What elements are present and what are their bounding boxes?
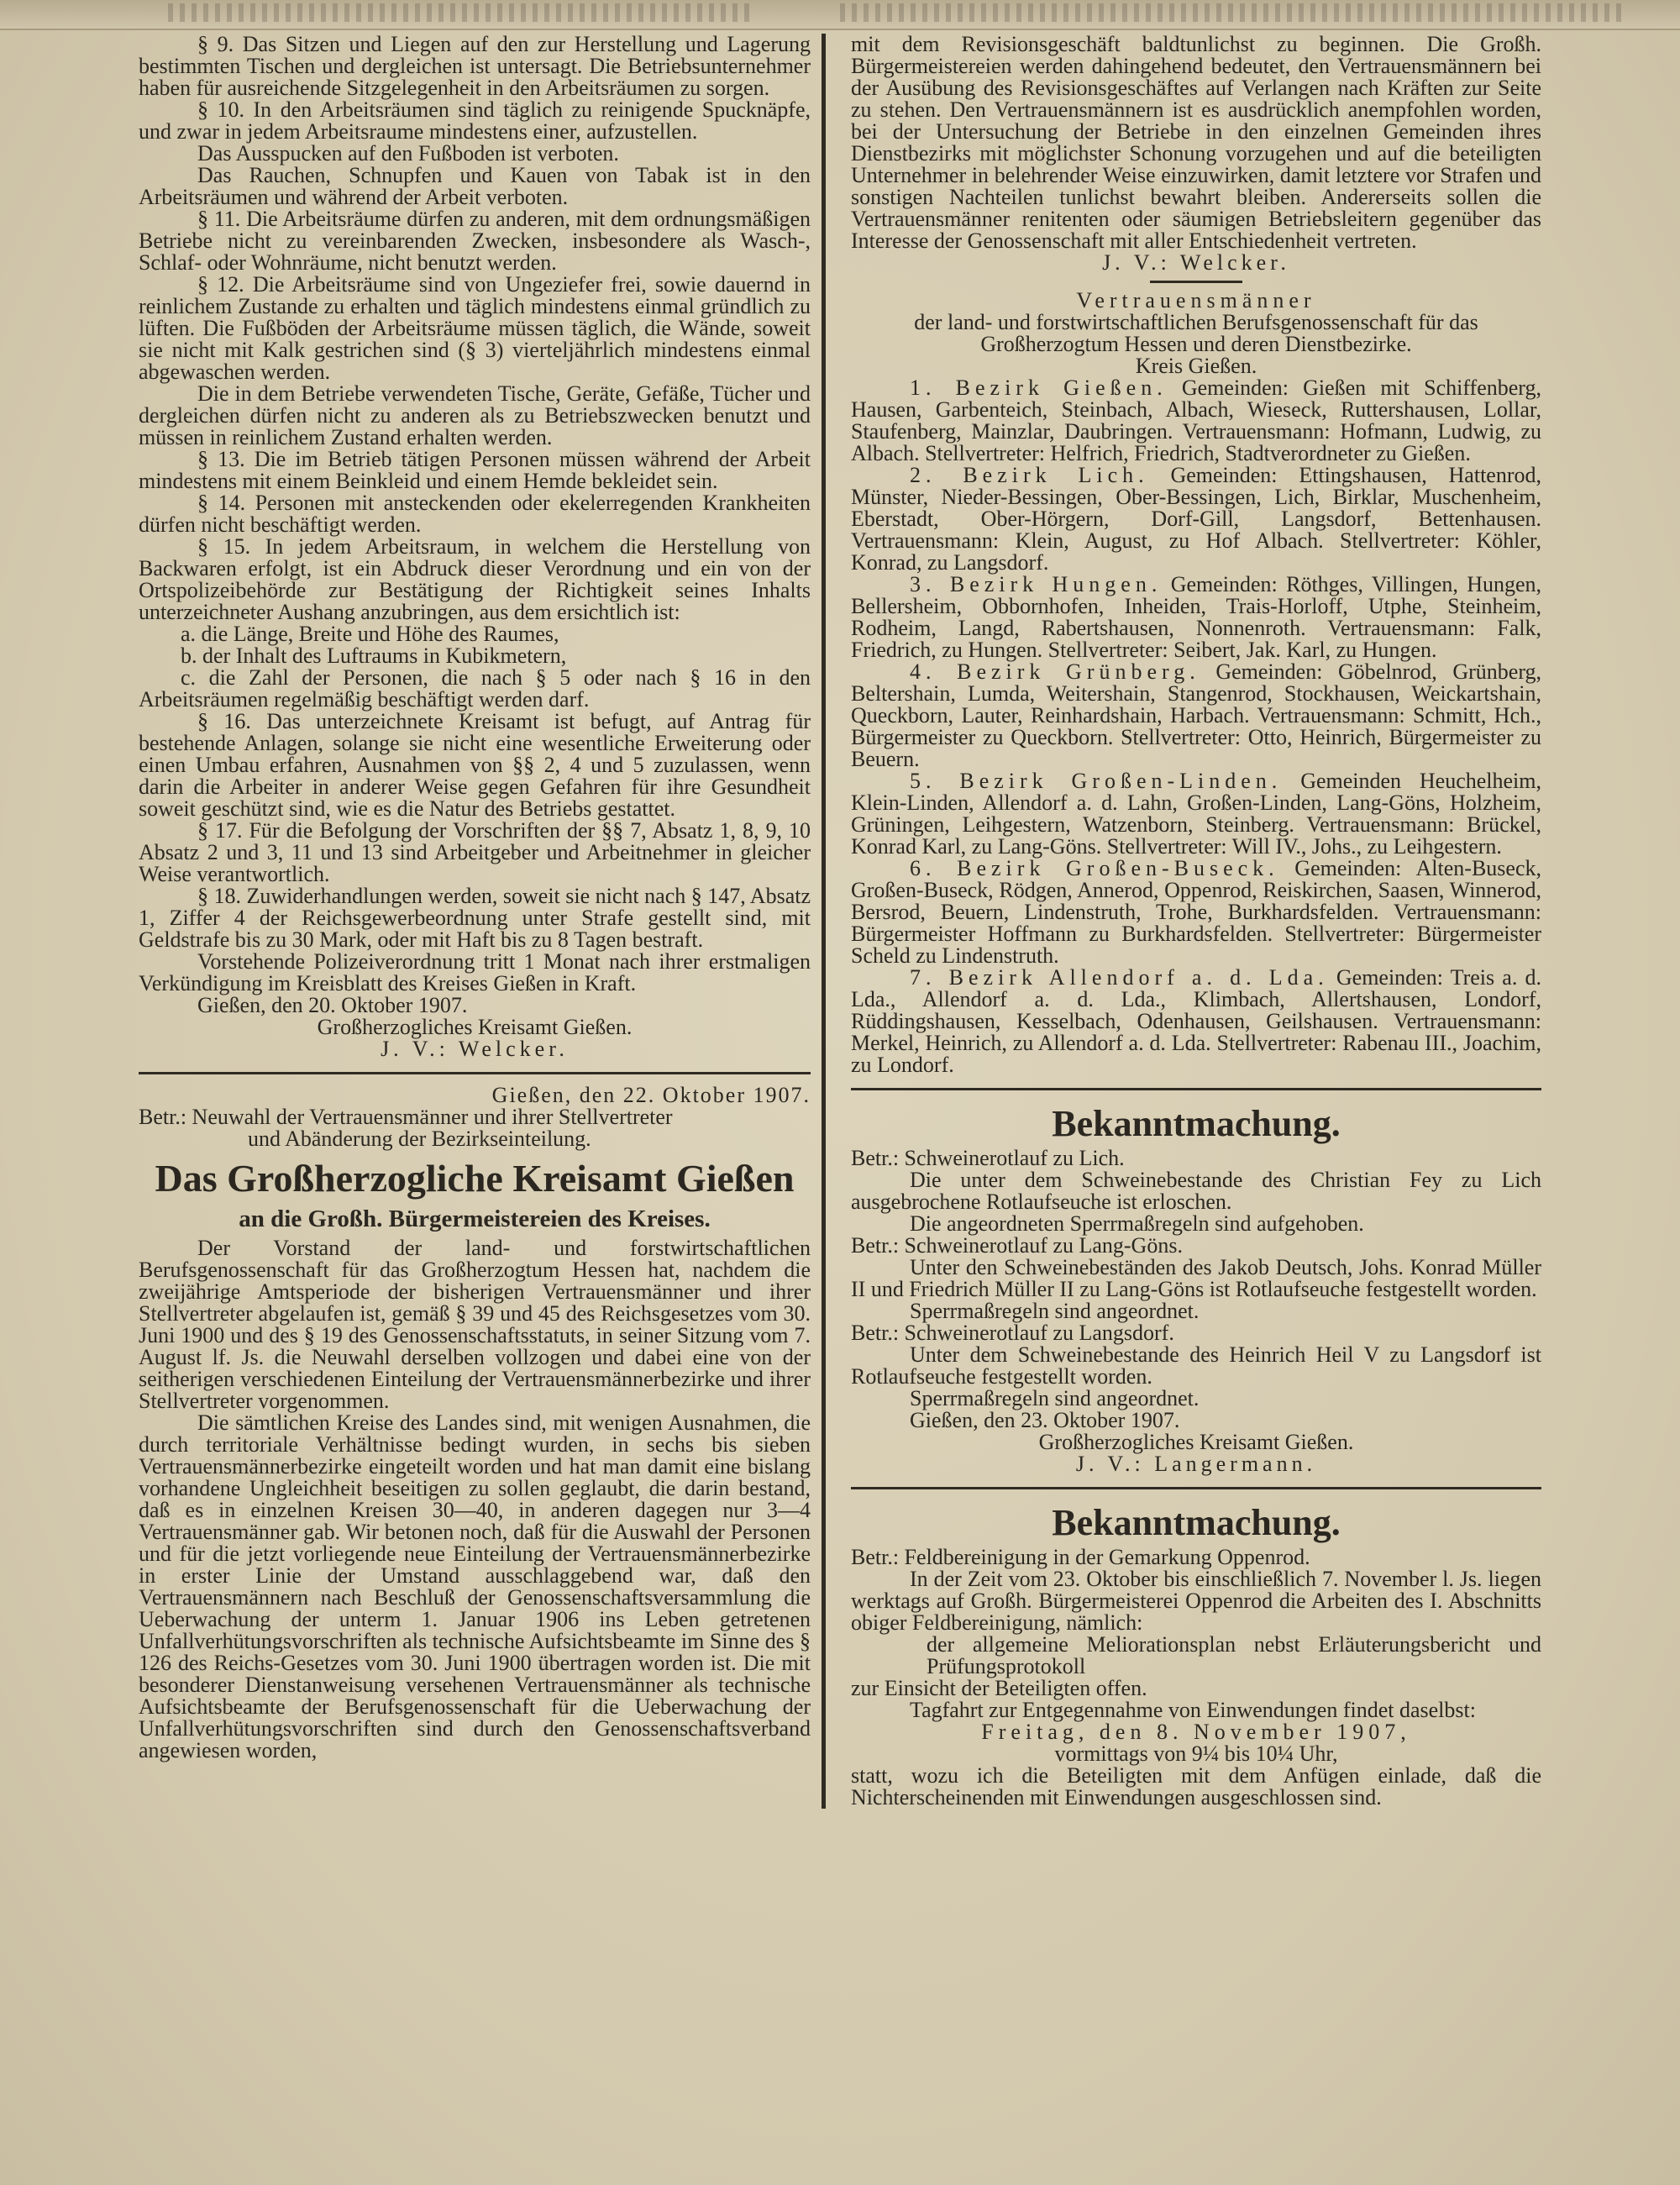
district-entry [851, 661, 1541, 770]
paragraph: Betr.: Schweinerotlauf zu Lich. [851, 1146, 1125, 1170]
list-item: c. die Zahl der Personen, die nach § 5 oder nach § 16 in den Arbeitsräumen regelmäßig beschäftigt werden darf. [139, 665, 811, 712]
spaced-heading: Vertrauensmänner [1076, 288, 1316, 313]
land-consolidation-notice [851, 1500, 1541, 1809]
paragraph: § 14. Personen mit ansteckenden oder ekelerregenden Krankheiten dürfen nicht beschäftigt werden. [139, 491, 811, 537]
centered-line: Großherzogliches Kreisamt Gießen. [1038, 1430, 1354, 1454]
short-rule [1150, 281, 1242, 283]
district-details: Gemeinden: Alten-Buseck, Großen-Buseck, Rödgen, Annerod, Oppenrod, Reiskirchen, Saasen, Winnerod, Bersrod, Beuern, Lindenstruth, Trohe, Burkhardsfelden. Vertrauensmann: Bürgermeister Hoffmann zu Burkhardsfelden. Stellvertreter: Bürgermeister Scheld zu Lindenstruth. [851, 856, 1541, 968]
paragraph: § 15. In jedem Arbeitsraum, in welchem die Herstellung von Backwaren erfolgt, ist ein Abdruck dieser Verordnung und ein von der Ortspolizeibehörde zur Bestätigung der Richtigkeit seines Inhalts unterzeichneter Aushang anzubringen, aus dem ersichtlich ist: [139, 534, 811, 624]
list-item: a. die Länge, Breite und Höhe des Raumes, [181, 622, 559, 646]
paragraph: § 13. Die im Betrieb tätigen Personen müssen während der Arbeit mindestens mit einem Beinkleid und einem Hemde bekleidet sein. [139, 447, 811, 493]
paragraph: zur Einsicht der Beteiligten offen. [851, 1676, 1147, 1700]
district-entry [851, 465, 1541, 574]
centered-line: Großherzogliches Kreisamt Gießen. [317, 1015, 633, 1039]
section-rule [139, 1072, 811, 1074]
paragraph: Gießen, den 23. Oktober 1907. [910, 1408, 1180, 1432]
paragraph: § 11. Die Arbeitsräume dürfen zu anderen, mit dem ordnungsmäßigen Betriebe nicht zu vereinbarenden Zwecken, insbesondere als Wasch-, Schlaf- oder Wohnräume, nicht benutzt werden. [139, 207, 811, 275]
section-rule [851, 1088, 1541, 1090]
paragraph: Unter den Schweinebeständen des Jakob Deutsch, Johs. Konrad Müller II und Friedrich Müller II zu Lang-Göns ist Rotlaufseuche festgestellt worden. [851, 1255, 1541, 1301]
district-details: Gemeinden: Gießen mit Schiffenberg, Hausen, Garbenteich, Steinbach, Albach, Wieseck, Ruttershausen, Lollar, Staufenberg, Mainzlar, Daubringen. Vertrauensmann: Hofmann, Ludwig, zu Albach. Stellvertreter: Helfrich, Friedrich, Stadtverordneter zu Gießen. [851, 376, 1541, 465]
headline: Das Großherzogliche Kreisamt Gießen [155, 1157, 795, 1200]
paragraph: Sperrmaßregeln sind angeordnet. [910, 1299, 1200, 1323]
district-entry [851, 858, 1541, 967]
paragraph: Die angeordneten Sperrmaßregeln sind aufgehoben. [910, 1211, 1364, 1236]
notice-heading: Bekanntmachung. [1052, 1502, 1341, 1543]
paragraph: statt, wozu ich die Beteiligten mit dem Anfügen einlade, daß die Nichterscheinenden mit Einwendungen ausgeschlossen sind. [851, 1763, 1541, 1809]
trustees-announcement [139, 1085, 811, 1762]
district-label: 5. Bezirk Großen-Linden. [910, 769, 1283, 793]
district-details: Gemeinden: Treis a. d. Lda., Allendorf a. d. Lda., Klimbach, Allertshausen, Londorf, Rüddingshausen, Kesselbach, Odenhausen, Geilshausen. Vertrauensmann: Merkel, Heinrich, zu Allendorf a. d. Lda. Stellvertreter: Rabenau III., Joachim, zu Londorf. [851, 965, 1541, 1077]
paragraph: § 12. Die Arbeitsräume sind von Ungeziefer frei, sowie dauernd in reinlichem Zustande zu erhalten und täglich mindestens einmal gründlich zu lüften. Die Fußböden der Arbeitsräume müssen täglich, die Wände, soweit sie nicht mit Kalk gestrichen sind (§ 3) vierteljährlich mindestens einmal abgewaschen werden. [139, 272, 811, 384]
district-entry [851, 574, 1541, 661]
paragraph: Das Ausspucken auf den Fußboden ist verboten. [197, 141, 619, 165]
district-label: 6. Bezirk Großen-Buseck. [910, 856, 1279, 880]
centered-line: der land- und forstwirtschaftlichen Berufsgenossenschaft für das Großherzogtum Hessen und deren Dienstbezirke. [914, 310, 1478, 356]
district-label: 1. Bezirk Gießen. [910, 376, 1168, 400]
paragraph: Unter dem Schweinebestande des Heinrich Heil V zu Langsdorf ist Rotlaufseuche festgestellt worden. [851, 1342, 1541, 1389]
paragraph: Vorstehende Polizeiverordnung tritt 1 Monat nach ihrer erstmaligen Verkündigung im Kreisblatt des Kreises Gießen in Kraft. [139, 949, 811, 995]
centered-line: vormittags von 9¼ bis 10¼ Uhr, [1054, 1741, 1338, 1766]
signature: J. V.: Langermann. [1075, 1452, 1317, 1476]
subject-line: und Abänderung der Bezirkseinteilung. [248, 1127, 591, 1151]
signature: J. V.: Welcker. [1102, 250, 1290, 275]
swine-fever-notice [851, 1100, 1541, 1475]
paragraph: § 9. Das Sitzen und Liegen auf den zur Herstellung und Lagerung bestimmten Tischen und dergleichen ist untersagt. Die Betriebsunternehmer haben für ausreichende Sitzgelegenheit in den Arbeitsräumen zu sorgen. [139, 32, 811, 100]
district-details: Gemeinden: Göbelnrod, Grünberg, Beltershain, Lumda, Weitershain, Stangenrod, Stockhausen, Weickartshain, Queckborn, Lauter, Reinhardshain, Harbach. Vertrauensmann: Schmitt, Hch., Bürgermeister zu Queckborn. Stellvertreter: Otto, Heinrich, Bürgermeister zu Beuern. [851, 659, 1542, 771]
paragraph: Die unter dem Schweinebestande des Christian Fey zu Lich ausgebrochene Rotlaufseuche ist erloschen. [851, 1168, 1541, 1214]
district-details: Gemeinden: Ettingshausen, Hattenrod, Münster, Nieder-Bessingen, Ober-Bessingen, Lich, Birklar, Muschenheim, Eberstadt, Ober-Hörgern, Dorf-Gill, Langsdorf, Bettenhausen. Vertrauensmann: Klein, August, zu Hof Albach. Stellvertreter: Köhler, Konrad, zu Langsdorf. [851, 463, 1541, 575]
notice-heading: Bekanntmachung. [1052, 1103, 1341, 1144]
district-entry [851, 377, 1541, 465]
district-entry [851, 770, 1541, 858]
centered-line: Kreis Gießen. [1135, 354, 1257, 378]
paragraph: Das Rauchen, Schnupfen und Kauen von Tabak ist in den Arbeitsräumen und während der Arbeit verboten. [139, 163, 811, 209]
paragraph: Die in dem Betriebe verwendeten Tische, Geräte, Gefäße, Tücher und dergleichen dürfen nicht zu anderen als zu Betriebszwecken benutzt und müssen in reinlichem Zustand erhalten werden. [139, 381, 811, 449]
paragraph: § 17. Für die Befolgung der Vorschriften der §§ 7, Absatz 1, 8, 9, 10 Absatz 2 und 3, 11 und 13 sind Arbeitgeber und Arbeitnehmer in gleicher Weise verantwortlich. [139, 818, 811, 886]
right-column [822, 34, 1541, 1809]
list-item: b. der Inhalt des Luftraums in Kubikmetern, [181, 643, 567, 668]
spaced-heading: Freitag, den 8. November 1907, [981, 1720, 1411, 1744]
section-rule [851, 1487, 1541, 1489]
paragraph: Gießen, den 20. Oktober 1907. [197, 993, 468, 1017]
district-entry [851, 967, 1541, 1076]
district-label: 2. Bezirk Lich. [910, 463, 1149, 487]
indented-line: der allgemeine Meliorationsplan nebst Erläuterungsbericht und Prüfungsprotokoll [927, 1632, 1541, 1678]
paragraph: § 18. Zuwiderhandlungen werden, soweit sie nicht nach § 147, Absatz 1, Ziffer 4 der Reichsgewerbeordnung unter Strafe gestellt sind, mit Geldstrafe bis zu 30 Mark, oder mit Haft bis zu 8 Tagen bestraft. [139, 884, 811, 952]
paragraph: § 16. Das unterzeichnete Kreisamt ist befugt, auf Antrag für bestehende Anlagen, solange sie nicht eine wesentliche Erweiterung oder einen Umbau erfahren, Ausnahmen von §§ 2, 4 und 5 zuzulassen, wenn darin die Arbeiter in anderer Weise gegen Gefahren für ihre Gesundheit soweit geschützt sind, wie es die Natur des Betriebs gestattet. [139, 709, 811, 821]
subject-line: Betr.: Neuwahl der Vertrauensmänner und ihrer Stellvertreter [139, 1105, 673, 1129]
subheadline: an die Großh. Bürgermeistereien des Kreises. [239, 1205, 711, 1232]
paragraph: Betr.: Schweinerotlauf zu Lang-Göns. [851, 1233, 1183, 1258]
district-details: Gemeinden: Röthges, Villingen, Hungen, Bellersheim, Obbornhofen, Inheiden, Trais-Horloff, Utphe, Steinheim, Rodheim, Langd, Rabertshausen, Nonnenroth. Vertrauensmann: Falk, Friedrich, zu Hungen. Stellvertreter: Seibert, Jak. Karl, zu Hungen. [851, 572, 1542, 662]
paragraph: § 10. In den Arbeitsräumen sind täglich zu reinigende Spucknäpfe, und zwar in jedem Arbeitsraume mindestens einer, aufzustellen. [139, 97, 811, 144]
left-column [139, 34, 822, 1809]
paragraph: Sperrmaßregeln sind angeordnet. [910, 1386, 1200, 1410]
district-details: Gemeinden Heuchelheim, Klein-Linden, Allendorf a. d. Lahn, Großen-Linden, Lang-Göns, Holzheim, Grüningen, Leihgestern, Watzenborn, Steinberg. Vertrauensmann: Brückel, Konrad Karl, zu Lang-Göns. Stellvertreter: Will IV., Johs., zu Leihgestern. [851, 769, 1542, 859]
dateline: Gießen, den 22. Oktober 1907. [491, 1083, 811, 1107]
paragraph: Die sämtlichen Kreise des Landes sind, mit wenigen Ausnahmen, die durch territoriale Verhältnisse bedingt wurden, in sechs bis sieben Vertrauensmännerbezirke eingeteilt worden und hat man damit eine bislang vorhandene Ungleichheit beseitigen zu sollen geglaubt, die darin bestand, daß es in einzelnen Kreisen 30—40, in anderen dagegen nur 3—4 Vertrauensmänner gab. Wir betonen noch, daß für die Auswahl der Personen und für die jetzt vorliegende neue Einteilung der Vertrauensmännerbezirke in erster Linie der Umstand ausschlaggebend war, daß den Vertrauensmännern nach Beschluß der Genossenschaftsversammlung die Ueberwachung der unterm 1. Januar 1906 ins Leben getretenen Unfallverhütungsvorschriften als technische Aufsichtsbeamte im Sinne des § 126 des Reichs-Gesetzes vom 30. Juni 1900 übertragen worden ist. Die mit besonderer Dienstanweisung versehenen Vertrauensmänner als technische Aufsichtsbeamte der Berufsgenossenschaft für die Ueberwachung der Unfallverhütungsvorschriften sind durch den Genossenschaftsverband angewiesen worden, [139, 1410, 811, 1762]
paragraph: Betr.: Schweinerotlauf zu Langsdorf. [851, 1321, 1174, 1345]
district-label: 7. Bezirk Allendorf a. d. Lda. [910, 965, 1329, 990]
paragraph: Betr.: Feldbereinigung in der Gemarkung Oppenrod. [851, 1545, 1310, 1569]
trustees-list-section [851, 34, 1541, 1076]
paragraph: Tagfahrt zur Entgegennahme von Einwendungen findet daselbst: [910, 1698, 1476, 1722]
paragraph: Der Vorstand der land- und forstwirtschaftlichen Berufsgenossenschaft für das Großherzogtum Hessen hat, nachdem die zweijährige Amtsperiode der bisherigen Vertrauensmänner und ihrer Stellvertreter abgelaufen ist, gemäß § 39 und 45 des Reichsgesetzes vom 30. Juni 1900 und des § 19 des Genossenschaftsstatuts, in seiner Sitzung vom 7. August lf. Js. die Neuwahl derselben vollzogen und dabei eine von der seitherigen verschiedenen Einteilung der Vertrauensmännerbezirke und ihrer Stellvertreter vorgenommen. [139, 1236, 811, 1413]
signature: J. V.: Welcker. [381, 1037, 569, 1061]
district-label: 3. Bezirk Hungen. [910, 572, 1163, 596]
district-label: 4. Bezirk Grünberg. [910, 659, 1200, 684]
paragraph: mit dem Revisionsgeschäft baldtunlichst zu beginnen. Die Großh. Bürgermeistereien werden dahingehend bedeutet, den Vertrauensmännern bei der Ausübung des Revisionsgeschäftes auf Verlangen nach Kräften zur Seite zu stehen. Den Vertrauensmännern ist es ausdrücklich anempfohlen worden, bei der Untersuchung der Betriebe in den einzelnen Gemeinden ihres Dienstbezirks mit möglichster Schonung vorzugehen und auf die beteiligten Unternehmer in belehrender Weise einzuwirken, damit letztere vor Strafen und sonstigen Nachteilen tunlichst bewahrt bleiben. Andererseits sollen die Vertrauensmänner renitenten oder säumigen Betriebsleitern gegenüber das Interesse der Genossenschaft mit aller Entschiedenheit vertreten. [851, 32, 1541, 253]
paragraph: In der Zeit vom 23. Oktober bis einschließlich 7. November l. Js. liegen werktags auf Großh. Bürgermeisterei Oppenrod die Arbeiten des I. Abschnitts obiger Feldbereinigung, nämlich: [851, 1567, 1541, 1635]
police-ordinance-section [139, 34, 811, 1060]
